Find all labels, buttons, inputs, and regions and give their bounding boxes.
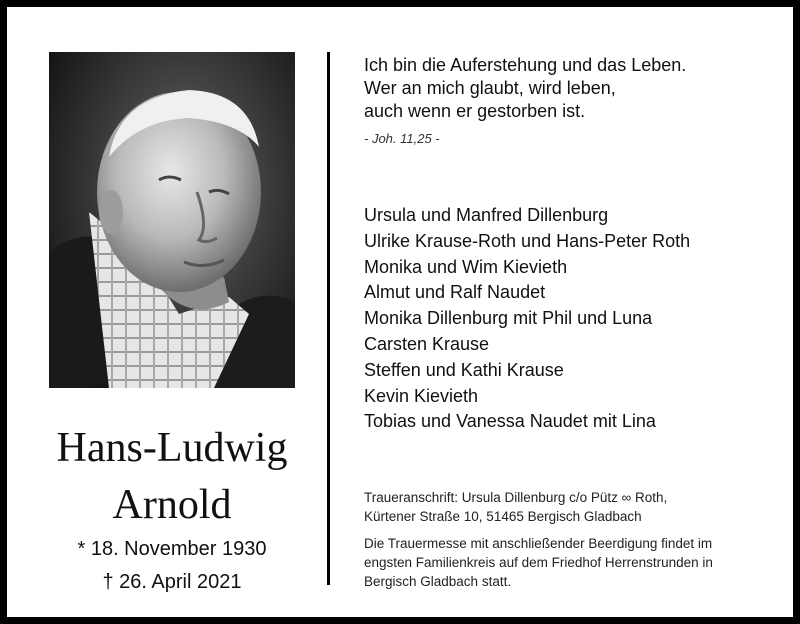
portrait-photo [49, 52, 295, 388]
mourning-address [364, 488, 784, 526]
verse-reference: - Joh. 11,25 - [364, 131, 440, 146]
verse-line: auch wenn er gestorben ist. [364, 101, 586, 121]
mourner-entry: Monika Dillenburg mit Phil und Luna [364, 308, 653, 329]
mourner-entry: Ursula und Manfred Dillenburg [364, 205, 609, 225]
bible-verse [364, 54, 784, 123]
funeral-info [364, 534, 789, 591]
mourner-entry: Almut und Ralf Naudet [364, 282, 546, 303]
mourner-entry: Tobias und Vanessa Naudet mit Lina [364, 411, 656, 432]
mourner-entry: Steffen und Kathi Krause [364, 359, 564, 380]
portrait-illustration [49, 52, 295, 388]
funeral-line: engsten Familienkreis auf dem Friedhof Herrenstrunden in [364, 555, 713, 570]
vertical-divider [327, 52, 330, 585]
mourner-entry: Monika und Wim Kievieth [364, 256, 568, 277]
deceased-first-name: Hans-Ludwig [56, 425, 288, 471]
funeral-line: Bergisch Gladbach statt. [364, 574, 512, 589]
mourners-list [364, 203, 794, 435]
verse-line: Wer an mich glaubt, wird leben, [364, 78, 616, 98]
address-line: Traueranschrift: Ursula Dillenburg c/o Pütz ∞ Roth, [364, 490, 668, 505]
mourner-entry: Kevin Kievieth [364, 385, 479, 406]
mourner-entry: Carsten Krause [364, 333, 490, 354]
birth-date: * 18. November 1930 [77, 538, 267, 560]
address-line: Kürtener Straße 10, 51465 Bergisch Gladbach [364, 509, 642, 524]
mourner-entry: Ulrike Krause-Roth und Hans-Peter Roth [364, 230, 691, 251]
verse-line: Ich bin die Auferstehung und das Leben. [364, 55, 687, 75]
death-date: † 26. April 2021 [102, 571, 242, 593]
deceased-last-name: Arnold [112, 482, 232, 528]
funeral-line: Die Trauermesse mit anschließender Beerdigung findet im [364, 536, 713, 551]
